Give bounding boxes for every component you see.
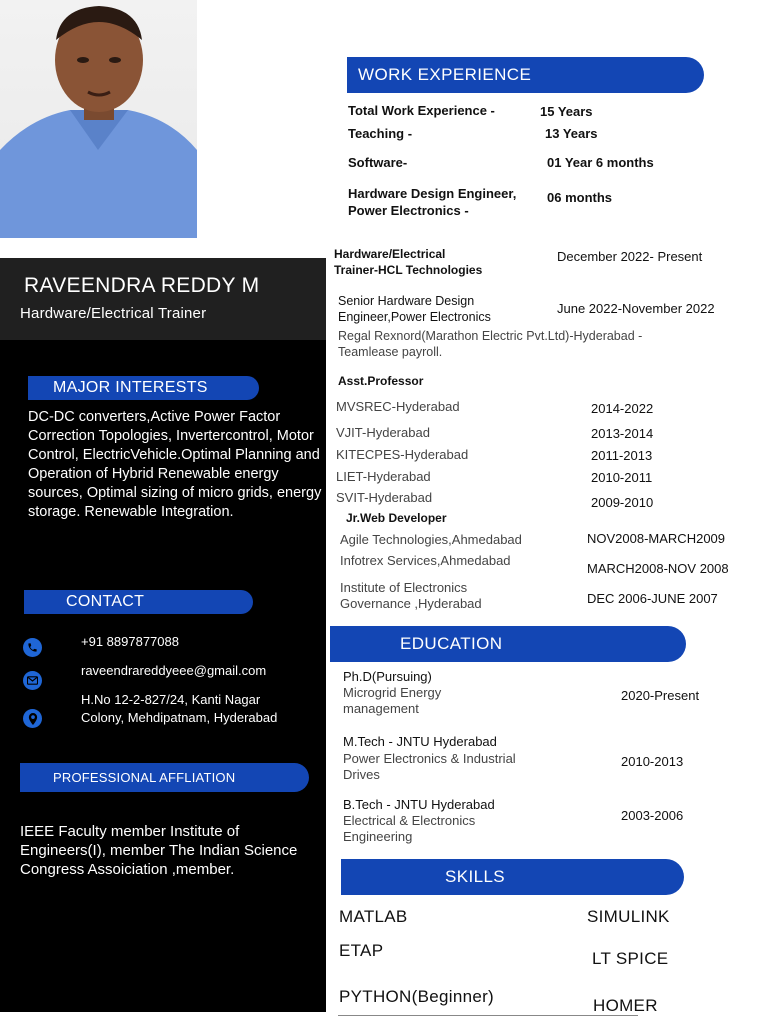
jr-web-heading: Jr.Web Developer	[346, 511, 447, 525]
contact-heading-pill	[24, 590, 253, 614]
skill-item: HOMER	[593, 996, 658, 1015]
phone-number[interactable]: +91 8897877088	[81, 634, 179, 649]
skill-item: LT SPICE	[592, 949, 669, 968]
regal-org-1: Regal Rexnord(Marathon Electric Pvt.Ltd)-Hyderabad -	[338, 329, 643, 343]
work-heading: WORK EXPERIENCE	[358, 65, 532, 84]
asst-date-5: 2009-2010	[591, 495, 654, 510]
regal-title-1: Senior Hardware Design	[338, 294, 475, 308]
skills-heading: SKILLS	[445, 867, 506, 886]
skill-item: MATLAB	[339, 907, 408, 926]
education-heading-pill	[330, 626, 686, 662]
hcl-date: December 2022- Present	[557, 249, 703, 264]
asst-date-3: 2011-2013	[591, 448, 653, 463]
skill-item: ETAP	[339, 941, 384, 960]
edu-date-2: 2010-2013	[621, 754, 684, 769]
person-role: Hardware/Electrical Trainer	[20, 305, 207, 322]
regal-org-2: Teamlease payroll.	[338, 345, 443, 359]
teaching-value: 13 Years	[545, 126, 598, 141]
jr-org-3-line-2: Governance ,Hyderabad	[340, 596, 482, 611]
interests-heading-pill	[28, 376, 259, 400]
software-label: Software-	[348, 155, 408, 170]
edu-date-3: 2003-2006	[621, 808, 684, 823]
software-value: 01 Year 6 months	[547, 155, 654, 170]
asst-professor-heading: Asst.Professor	[338, 374, 424, 388]
affiliation-heading: PROFESSIONAL AFFLIATION	[53, 770, 236, 785]
hw-design-value: 06 months	[547, 190, 613, 205]
email-link[interactable]: raveendrareddyeee@gmail.com	[81, 663, 267, 678]
regal-date: June 2022-November 2022	[557, 301, 715, 316]
education-heading: EDUCATION	[400, 634, 503, 653]
jr-date-3: DEC 2006-JUNE 2007	[587, 591, 718, 606]
teaching-label: Teaching -	[348, 126, 413, 141]
asst-org-4: LIET-Hyderabad	[336, 469, 431, 484]
edu-line-1b: management	[343, 701, 419, 716]
asst-org-5: SVIT-Hyderabad	[336, 490, 433, 505]
interests-heading: MAJOR INTERESTS	[53, 379, 208, 396]
edu-line-3a: Electrical & Electronics	[343, 813, 476, 828]
regal-title-2: Engineer,Power Electronics	[338, 310, 491, 324]
person-name: RAVEENDRA REDDY M	[24, 274, 260, 297]
asst-org-1: MVSREC-Hyderabad	[336, 399, 460, 414]
work-heading-pill	[347, 57, 704, 93]
address-line-2: Colony, Mehdipatnam, Hyderabad	[81, 710, 278, 725]
person-portrait-icon	[0, 0, 197, 238]
jr-date-1: NOV2008-MARCH2009	[587, 531, 726, 546]
phone-icon	[23, 638, 42, 657]
hcl-title-1: Hardware/Electrical	[334, 247, 446, 261]
total-experience-value: 15 Years	[540, 104, 593, 119]
affiliation-heading-pill	[20, 763, 309, 792]
total-experience-label: Total Work Experience -	[348, 103, 495, 118]
edu-title-1: Ph.D(Pursuing)	[343, 669, 432, 684]
asst-date-2: 2013-2014	[591, 426, 654, 441]
edu-title-2: M.Tech - JNTU Hyderabad	[343, 734, 497, 749]
edu-line-1a: Microgrid Energy	[343, 685, 442, 700]
interests-text: DC-DC converters,Active Power Factor Correction Topologies, Invertercontrol, Motor Control, ElectricVehicle.Optimal Planning and Operation of Hybrid Renewable energy sources, Optimal sizing of micro grids, energy storage. Renewable Integration.	[28, 409, 322, 520]
address-line-1: H.No 12-2-827/24, Kanti Nagar	[81, 692, 261, 707]
asst-org-2: VJIT-Hyderabad	[336, 425, 430, 440]
edu-title-3: B.Tech - JNTU Hyderabad	[343, 797, 495, 812]
edu-line-2b: Drives	[343, 767, 380, 782]
asst-date-1: 2014-2022	[591, 401, 654, 416]
jr-org-1: Agile Technologies,Ahmedabad	[340, 532, 522, 547]
profile-photo	[0, 0, 197, 238]
edu-line-2a: Power Electronics & Industrial	[343, 751, 516, 766]
name-banner	[0, 258, 326, 340]
affiliation-text: IEEE Faculty member Institute of Engineers(I), member The Indian Science Congress Assoiciation ,member.	[20, 823, 298, 878]
hcl-title-2: Trainer-HCL Technologies	[334, 263, 483, 277]
edu-line-3b: Engineering	[343, 829, 413, 844]
location-pin-icon	[23, 709, 42, 728]
jr-date-2: MARCH2008-NOV 2008	[587, 561, 729, 576]
skills-heading-pill	[341, 859, 684, 895]
asst-org-3: KITECPES-Hyderabad	[336, 447, 469, 462]
contact-heading: CONTACT	[66, 593, 145, 610]
asst-date-4: 2010-2011	[591, 470, 653, 485]
jr-org-3-line-1: Institute of Electronics	[340, 580, 468, 595]
skill-item: PYTHON(Beginner)	[339, 987, 495, 1006]
edu-date-1: 2020-Present	[621, 688, 700, 703]
hw-design-label-1: Hardware Design Engineer,	[348, 186, 517, 201]
bottom-divider	[338, 1015, 638, 1016]
email-icon	[23, 671, 42, 690]
skill-item: SIMULINK	[587, 907, 670, 926]
jr-org-2: Infotrex Services,Ahmedabad	[340, 553, 511, 568]
hw-design-label-2: Power Electronics -	[348, 203, 469, 218]
